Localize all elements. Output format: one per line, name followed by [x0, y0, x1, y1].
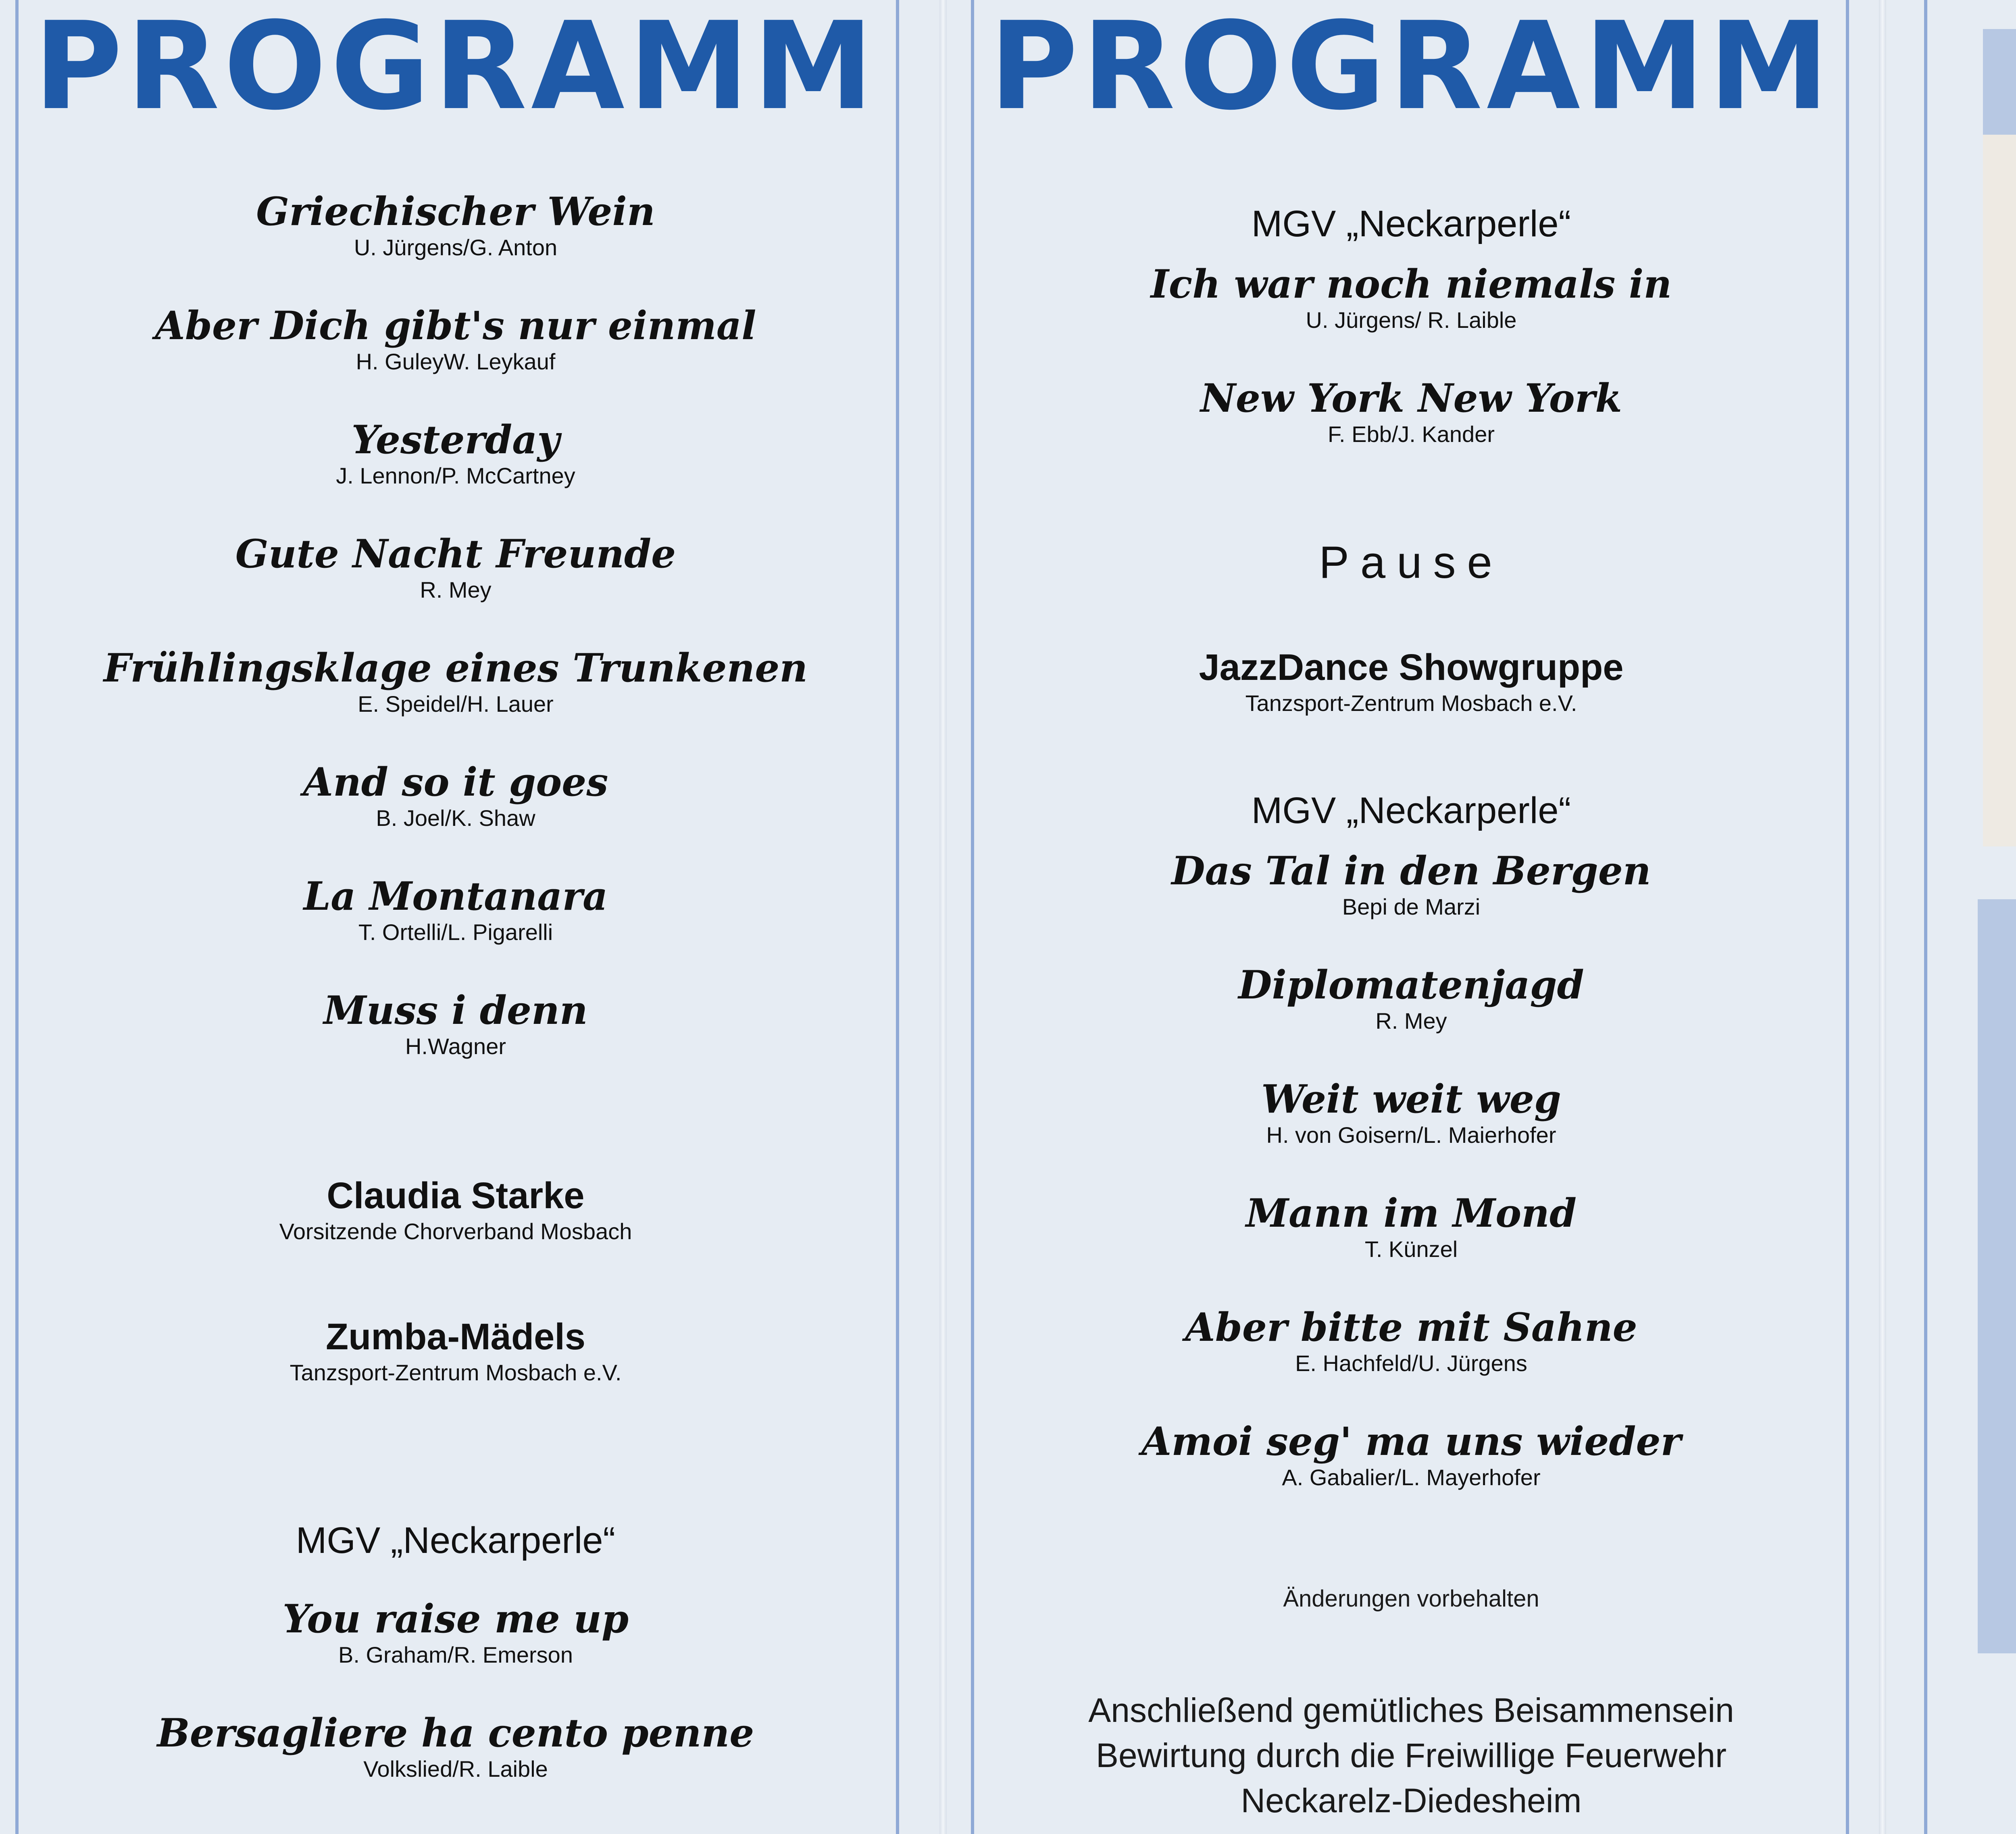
song-credit: F. Ebb/J. Kander [1327, 421, 1495, 447]
choir-section [24, 1518, 887, 1825]
closing-line: Anschließend gemütliches Beisammensein [1088, 1691, 1734, 1729]
song-title: La Montanara [303, 873, 608, 919]
song-title: Gute Nacht Freunde [235, 531, 676, 577]
panel-divider-line [971, 0, 974, 1834]
song-credit: H.Wagner [405, 1034, 506, 1059]
choir-name: MGV „Neckarperle“ [296, 1520, 616, 1561]
guest-act [24, 1173, 887, 1245]
act-name: JazzDance Showgruppe [1199, 647, 1624, 688]
choir-name: MGV „Neckarperle“ [1251, 203, 1571, 244]
song-title: Yesterday [351, 417, 560, 463]
list-item [24, 418, 887, 532]
list-item [980, 1077, 1843, 1191]
intermission-label: Pause [1319, 537, 1504, 588]
song-title: Bersagliere ha cento penne [157, 1710, 754, 1756]
list-item [24, 988, 887, 1102]
song-title: Diplomatenjagd [1238, 962, 1584, 1008]
closing-line: Bewirtung durch die Freiwillige Feuerwehr [1095, 1736, 1727, 1774]
song-title: Aber Dich gibt's nur einmal [155, 303, 756, 348]
act-description: Tanzsport-Zentrum Mosbach e.V. [289, 1360, 622, 1385]
act-description: Tanzsport-Zentrum Mosbach e.V. [1245, 690, 1577, 716]
song-title: Frühlingsklage eines Trunkenen [103, 645, 808, 691]
song-list [24, 190, 887, 1102]
song-title: Mann im Mond [1245, 1190, 1577, 1236]
song-title: Das Tal in den Bergen [1171, 848, 1651, 894]
biography-box [1978, 899, 2016, 1653]
list-item [980, 262, 1843, 376]
choir-section [980, 202, 1843, 490]
conductor-photo [1983, 135, 2016, 846]
song-credit: R. Mey [1375, 1008, 1447, 1034]
panel-divider-line [896, 0, 899, 1834]
song-credit: E. Speidel/H. Lauer [358, 691, 554, 717]
guest-act [980, 645, 1843, 717]
song-credit: T. Künzel [1364, 1236, 1458, 1262]
song-title: Amoi seg' ma uns wieder [1141, 1419, 1681, 1464]
song-credit: A. Gabalier/L. Mayerhofer [1282, 1465, 1541, 1490]
portrait-illustration [1983, 135, 2016, 846]
guest-act [24, 1315, 887, 1386]
list-item [24, 1597, 887, 1711]
closing-line: Neckarelz-Diedesheim [1241, 1782, 1582, 1819]
panel-divider-line [1924, 0, 1927, 1834]
left-border-line [15, 0, 19, 1834]
list-item [980, 1419, 1843, 1534]
song-title: New York New York [1200, 375, 1622, 421]
act-name: Claudia Starke [327, 1175, 585, 1216]
song-title: And so it goes [303, 759, 608, 805]
changes-note: Änderungen vorbehalten [1283, 1586, 1539, 1612]
closing-text [980, 1688, 1843, 1823]
list-item [980, 849, 1843, 963]
song-credit: T. Ortelli/L. Pigarelli [358, 919, 553, 945]
song-title: Muss i denn [323, 988, 588, 1033]
song-credit: U. Jürgens/ R. Laible [1306, 307, 1517, 333]
fold-crease [1879, 0, 1886, 1834]
section-header [1983, 29, 2016, 135]
act-name: Zumba-Mädels [325, 1316, 586, 1357]
list-item [24, 760, 887, 874]
middle-panel [980, 0, 1843, 1834]
list-item [980, 376, 1843, 490]
list-item [24, 646, 887, 760]
song-credit: H. GuleyW. Leykauf [356, 349, 556, 374]
choir-name: MGV „Neckarperle“ [1251, 790, 1571, 831]
act-description: Vorsitzende Chorverband Mosbach [279, 1219, 632, 1244]
list-item [24, 874, 887, 988]
song-credit: E. Hachfeld/U. Jürgens [1295, 1350, 1527, 1376]
song-title: Weit weit weg [1261, 1076, 1562, 1122]
song-credit: B. Graham/R. Emerson [338, 1642, 573, 1667]
list-item [24, 304, 887, 418]
list-item [24, 532, 887, 646]
song-credit: J. Lennon/P. McCartney [336, 463, 575, 488]
list-item [980, 1305, 1843, 1419]
choir-section [980, 788, 1843, 1534]
panel-divider-line [1846, 0, 1849, 1834]
list-item [980, 963, 1843, 1077]
song-credit: Volkslied/R. Laible [363, 1756, 548, 1782]
song-credit: R. Mey [420, 577, 492, 602]
page-title: PROGRAMM [33, 0, 878, 137]
list-item [24, 1711, 887, 1825]
song-title: Griechischer Wein [256, 189, 655, 234]
list-item [980, 1191, 1843, 1305]
fold-crease [939, 0, 947, 1834]
list-item [24, 190, 887, 304]
page-title: PROGRAMM [989, 0, 1833, 137]
left-panel [24, 0, 887, 1834]
song-credit: H. von Goisern/L. Maierhofer [1266, 1122, 1556, 1148]
song-title: Aber bitte mit Sahne [1185, 1305, 1637, 1350]
song-title: Ich war noch niemals in [1150, 261, 1672, 307]
song-title: You raise me up [282, 1596, 629, 1642]
song-credit: B. Joel/K. Shaw [376, 805, 535, 831]
song-credit: U. Jürgens/G. Anton [354, 235, 558, 260]
song-credit: Bepi de Marzi [1342, 894, 1481, 919]
